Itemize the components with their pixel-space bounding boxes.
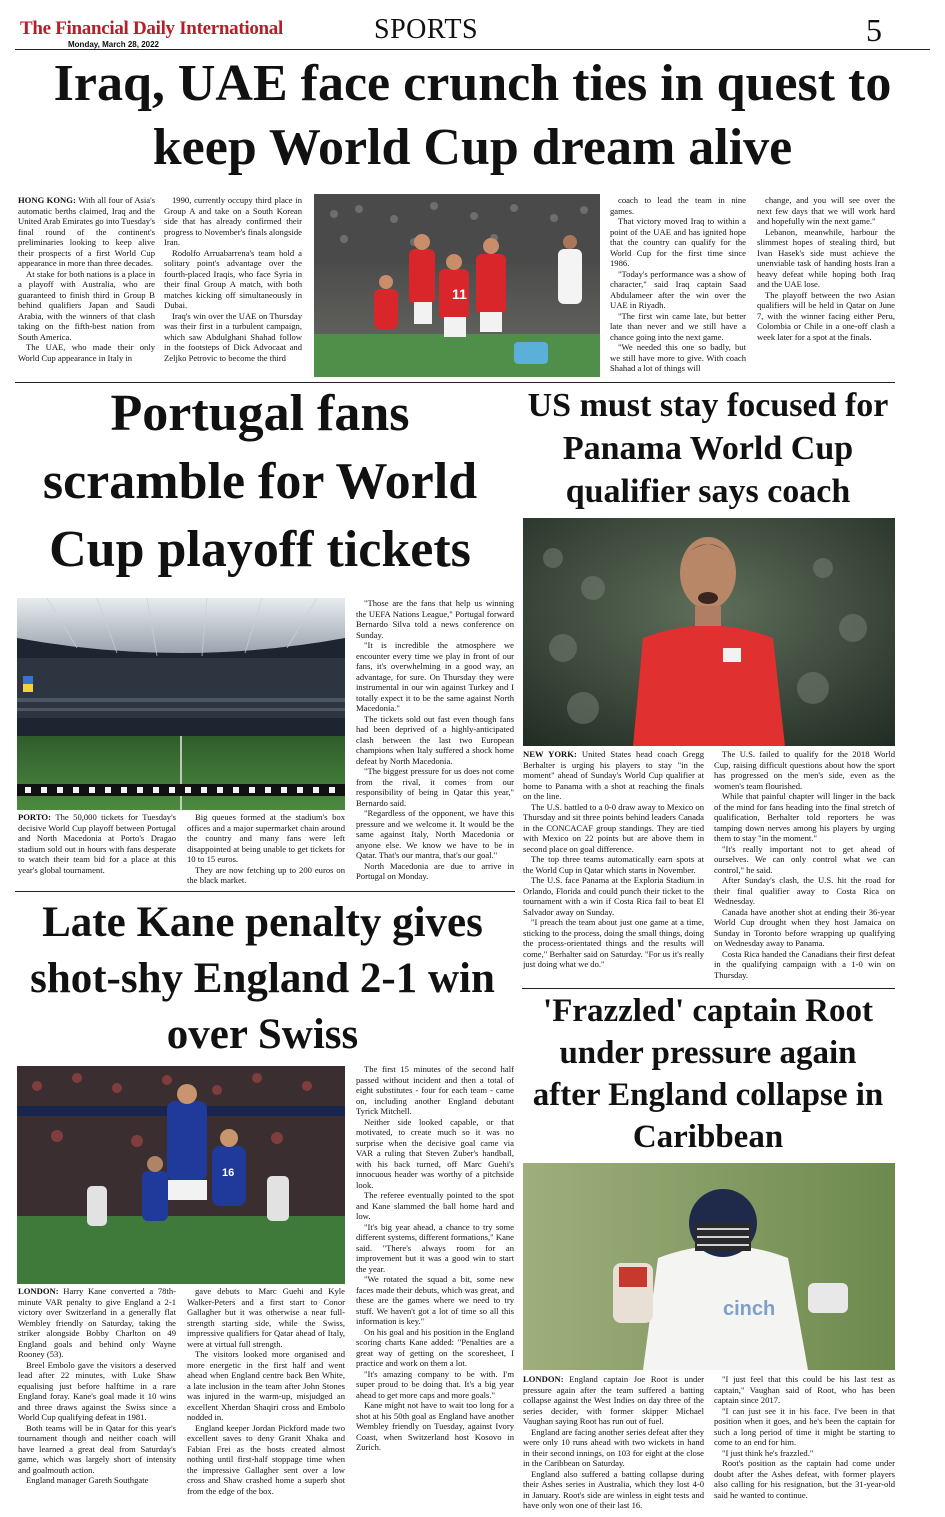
paragraph-text: Neither side looked capable, or that motivated, to create much so it was no surprise when the decisive goal came via VAR a ruling that Steven Zuber's handball, with his back turned, off Marc Guehi's innocuous header was worthy of a pitchside look. (356, 1116, 514, 1190)
story4-col2 (187, 1286, 345, 1510)
article-paragraph (523, 1469, 704, 1511)
article-paragraph (356, 1400, 514, 1453)
paragraph-text: North Macedonia are due to arrive in Portugal on Monday. (356, 860, 514, 881)
paragraph-text: Canada have another shot at ending their 36-year World Cup drought when they host Jamaica on Sunday in Toronto before wrapping up qualifying on Wednesday away to Panama. (714, 906, 895, 948)
article-paragraph (356, 640, 514, 714)
paragraph-text: Rodolfo Arruabarrena's team hold a solitary point's advantage over the fourth-placed Iraqis, who face Syria in their final Group A match, with both matches kicking off simultaneously in Dubai. (164, 247, 302, 310)
paragraph-text: The playoff between the two Asian qualifiers will be held in Qatar on June 7, with the winner facing either Peru, Colombia or Chile in a one-off clash a week later for a spot at the finals. (757, 289, 895, 342)
article-paragraph (18, 342, 155, 363)
paragraph-text: Costa Rica handed the Canadians their first defeat in the qualifying campaign with a 1-0 win on Thursday. (714, 948, 895, 980)
paragraph-text: With all four of Asia's automatic berths claimed, Iraq and the United Arab Emirates go into Tuesday's final round of the continent's preliminaries looking to keep alive their prospects of a first World Cup appearance in more than three decades. (18, 195, 155, 268)
article-paragraph (714, 1458, 895, 1500)
article-paragraph (356, 1274, 514, 1327)
dateline: HONG KONG: (18, 195, 79, 205)
story5-headline: 'Frazzled' captain Root under pressure again after England collapse in Caribbean (532, 993, 884, 1155)
story4-col1 (18, 1286, 176, 1510)
dateline: LONDON: (523, 1374, 570, 1384)
paragraph-text: England also suffered a batting collapse during their Ashes series in Australia, which they lost 4-0 in January. Root's side are winless in eight tests and have only won one of their last 16. (523, 1468, 704, 1510)
paragraph-text: Both teams will be in Qatar for this year's tournament though and neither coach will have learned a great deal from Saturday's game, which was largely short of intensity and goalmouth action. (18, 1422, 176, 1475)
story1-col3 (610, 195, 746, 378)
svg-text:16: 16 (222, 1167, 235, 1179)
article-paragraph (18, 1286, 176, 1360)
paragraph-text: The U.S. face Panama at the Exploria Stadium in Orlando, Florida and could punch their ticket to the tournament with a win if Costa Rica fail to beat El Salvador away on Sunday. (523, 875, 704, 917)
paragraph-text: "We rotated the squad a bit, some new faces made their debuts, which was great, and these are the games where we need to try stuff. We haven't got a lot of time so all this information is key." (356, 1274, 514, 1326)
iraq-players-celebrating-photo (314, 194, 600, 377)
story2-col2 (187, 812, 345, 884)
article-paragraph (757, 290, 895, 343)
paragraph-text: change, and you will see over the next few days that we will work hard and hopefully win the next game." (757, 195, 895, 226)
article-paragraph (356, 861, 514, 882)
paragraph-text: Big queues formed at the stadium's box offices and a major supermarket chain around the country and many fans were left disappointed at being unable to get tickets for 10 to 15 euros. (187, 812, 345, 864)
article-paragraph (610, 216, 746, 269)
article-paragraph (714, 875, 895, 907)
article-paragraph (356, 1190, 514, 1222)
article-paragraph (18, 1475, 176, 1486)
paragraph-text: England are facing another series defeat after they were only 10 runs ahead with two wickets in hand in their second innings, on 103 for eight at the close in the Caribbean on Saturday. (523, 1426, 704, 1468)
paragraph-text: coach to lead the team in nine games. (610, 195, 746, 216)
paragraph-text: "It is incredible the atmosphere we encounter every time we play in front of our fans, it's overwhelming in a good way, an advantage, for sure. On Thursday they were instrumental in our win against Turkey and I totally expect it to be the same against North Macedonia." (356, 640, 514, 713)
article-paragraph (714, 791, 895, 844)
story5-col2 (714, 1374, 895, 1510)
article-paragraph (164, 248, 302, 311)
article-paragraph (757, 195, 895, 227)
paragraph-text: "We needed this one so badly, but we still have more to give. With coach Shahad a lot of things will (610, 342, 746, 373)
section-title: SPORTS (374, 14, 479, 45)
paragraph-text: "I preach the team about just one game at a time, sticking to the process, doing the small things, doing the process-orientated things and the results will come," Berhalter said on Saturday. "For us it's really just doing what we do." (523, 917, 704, 969)
story1-col4 (757, 195, 895, 378)
paragraph-text: The U.S. failed to qualify for the 2018 World Cup, raising difficult questions about how the sport has progressed on the men's side, even as the women's team flourished. (714, 749, 895, 791)
story2-headline: Portugal fans scramble for World Cup playoff tickets (42, 385, 478, 578)
article-paragraph (610, 195, 746, 216)
masthead-rule (15, 49, 930, 50)
story4-headline: Late Kane penalty gives shot-shy England 2-1 win over Swiss (30, 899, 495, 1058)
paragraph-text: The tickets sold out fast even though fans had been deprived of a highly-anticipated clash between the last two European champions when Italy suffered a shock home defeat by North Macedonia. (356, 713, 514, 766)
issue-date: Monday, March 28, 2022 (68, 40, 159, 49)
article-paragraph (523, 875, 704, 917)
paragraph-text: "The biggest pressure for us does not come from the rival, it comes from our responsibility of being in Qatar this year," Bernardo said. (356, 766, 514, 808)
article-paragraph (18, 1423, 176, 1476)
article-paragraph (610, 269, 746, 311)
story3-col2 (714, 749, 895, 985)
article-paragraph (356, 808, 514, 861)
article-paragraph (187, 812, 345, 865)
svg-text:11: 11 (452, 286, 467, 302)
story2-col1 (18, 812, 176, 884)
paragraph-text: The visitors looked more organised and more energetic in the first half and went ahead when England centre back Ben White, a late inclusion in the team after John Stones was injured in the warm-up, misjudged an excellent Xherdan Shaqiri cross and Embolo nodded in. (187, 1349, 345, 1422)
paragraph-text: "Regardless of the opponent, we have this pressure and we welcome it. It would be the same against Italy, North Macedonia or anyone else. We know we have to be in Qatar. That's our mantra, that's our goal." (356, 808, 514, 860)
article-paragraph (187, 1349, 345, 1423)
article-paragraph (757, 227, 895, 290)
sponsor-logo: cinch (723, 1298, 776, 1320)
paragraph-text: "I just feel that this could be his last test as captain," Vaughan said of Root, who has been captain since 2017. (714, 1374, 895, 1405)
paragraph-text: The 50,000 tickets for Tuesday's decisive World Cup playoff between Portugal and North Macedonia at Porto's Dragao stadium sold out in hours with fans desperate to watch their team bid for a place at this year's global tournament. (18, 812, 176, 875)
article-paragraph (610, 311, 746, 343)
paragraph-text: Iraq's win over the UAE on Thursday was their first in a turbulent campaign, which saw Abdulghani Shahad follow in the footsteps of Dick Advocaat and Zeljko Petrovic to become the third (164, 310, 302, 363)
article-paragraph (523, 1427, 704, 1469)
story3-headline: US must stay focused for Panama World Cup qualifier says coach (527, 387, 889, 510)
article-paragraph (523, 1374, 704, 1427)
article-paragraph (610, 342, 746, 374)
paragraph-text: The U.S. battled to a 0-0 draw away to Mexico on Thursday and sit three points behind leaders Canada in the CONCACAF group standings. They are tied with Mexico on 22 points but are above them in second place on goal difference. (523, 801, 704, 854)
paragraph-text: "The first win came late, but better late than never and we still have a chance going into the next game. (610, 310, 746, 342)
article-paragraph (356, 766, 514, 808)
page-number: 5 (866, 12, 882, 48)
paragraph-text: "It's big year ahead, a chance to try some different systems, different formations," Kane said. "There's always room for an improvement but it was a good win to start the year. (356, 1221, 514, 1274)
story3-col1 (523, 749, 704, 985)
article-paragraph (187, 865, 345, 885)
paragraph-text: "It's amazing company to be with. I'm super proud to be doing that. It's a big year ahead to get more caps and more goals." (356, 1368, 514, 1400)
article-paragraph (356, 1369, 514, 1401)
article-paragraph (356, 714, 514, 767)
paragraph-text: England keeper Jordan Pickford made two excellent saves to deny Granit Xhaka and Fabian Frei as the hosts created almost nothing until first-half stoppage time when the impressive Gallagher sent over a low cross and Shaw crashed home a superb shot from the edge of the box. (187, 1422, 345, 1496)
article-paragraph (187, 1423, 345, 1497)
paragraph-text: While that painful chapter will linger in the back of the mind for fans heading into the final stretch of qualification, Berhalter told reporters he was tamping down nerves among his players by urging them to stay "in the moment." (714, 791, 895, 843)
paragraph-text: "Those are the fans that help us winning the UEFA Nations League," Portugal forward Bernardo Silva told a news conference on Sunday. (356, 598, 514, 640)
paragraph-text: They are now fetching up to 200 euros on the black market. (187, 864, 345, 884)
article-paragraph (714, 1406, 895, 1448)
paragraph-text: That victory moved Iraq to within a point of the UAE and has ignited hope that the country can qualify for the World Cup for the first time since 1986. (610, 216, 746, 268)
article-paragraph (356, 1222, 514, 1275)
paragraph-text: "It's really important not to get ahead of ourselves. We can only control what we can control," he said. (714, 843, 895, 875)
paragraph-text: The first 15 minutes of the second half passed without incident and then a total of eight substitutes - four for each team - came on, including another England debutant Tyrick Mitchell. (356, 1064, 514, 1116)
story5-col1 (523, 1374, 704, 1510)
story2-col3 (356, 598, 514, 884)
article-paragraph (356, 1064, 514, 1117)
paragraph-text: On his goal and his position in the England scoring charts Kane added: "Penalties are a great way of getting on the scoresheet, I practice and work on them a lot. (356, 1326, 514, 1368)
paragraph-text: Root's position as the captain had come under doubt after the Ashes defeat, with former players also calling for his resignation, but the 31-year-old said he wanted to continue. (714, 1458, 895, 1500)
us-coach-photo (523, 518, 895, 746)
story4-col3 (356, 1064, 514, 1510)
paragraph-text: gave debuts to Marc Guehi and Kyle Walker-Peters and a first start to Conor Gallagher but it was otherwise a near full-strength starting side, while the Swiss, impressive qualifiers for Qatar ahead of Italy, were at virtual full strength. (187, 1286, 345, 1349)
paragraph-text: Harry Kane converted a 78th-minute VAR penalty to give England a 2-1 victory over Switzerland in a generally flat Wembley friendly on Saturday, taking the striker alongside Bobby Charlton on 49 England goals and behind only Wayne Rooney (53). (18, 1286, 176, 1359)
paragraph-text: England captain Joe Root is under pressure again after the team suffered a batting collapse against the West Indies on day three of the series decider, with former skipper Michael Vaughan saying Root has run out of fuel. (523, 1374, 704, 1426)
article-paragraph (356, 598, 514, 640)
paper-name: The Financial Daily International (20, 18, 283, 39)
article-paragraph (164, 311, 302, 364)
dateline: PORTO: (18, 812, 56, 822)
article-paragraph (187, 1286, 345, 1349)
article-paragraph (523, 749, 704, 802)
article-paragraph (714, 949, 895, 981)
article-paragraph (523, 854, 704, 875)
article-paragraph (714, 749, 895, 791)
story1-col1 (18, 195, 155, 378)
article-paragraph (164, 195, 302, 248)
paragraph-text: England manager Gareth Southgate (26, 1475, 149, 1485)
article-paragraph (18, 1360, 176, 1423)
story3-rule (522, 988, 895, 989)
paragraph-text: The top three teams automatically earn spots at the World Cup in Qatar which starts in November. (523, 854, 704, 875)
paragraph-text: The UAE, who made their only World Cup appearance in Italy in (18, 342, 155, 363)
story1-col2 (164, 195, 302, 378)
article-paragraph (523, 802, 704, 855)
story2-rule (15, 891, 515, 892)
paragraph-text: 1990, currently occupy third place in Group A and take on a South Korean side that has already confirmed their progress to November's finals alongside Iran. (164, 195, 302, 247)
article-paragraph (18, 195, 155, 269)
paragraph-text: Kane might not have to wait too long for a shot at his 50th goal as England have another Wembley friendly on Tuesday, against Ivory Coast, when Switzerland host Kosovo in Zurich. (356, 1400, 514, 1452)
root-batting-photo (523, 1163, 895, 1370)
paragraph-text: Breel Embolo gave the visitors a deserved lead after 22 minutes, with Luke Shaw equalising just before halftime in a rare England foray. Kane's goal made it 10 wins and three draws against the Swiss since a World Cup qualifying defeat in 1981. (18, 1359, 176, 1422)
paragraph-text: The referee eventually pointed to the spot and Kane slammed the ball home hard and low. (356, 1190, 514, 1221)
paragraph-text: After Sunday's clash, the U.S. hit the road for their final qualifier away to Costa Rica on Wednesday. (714, 875, 895, 906)
paragraph-text: "I just think he's frazzled." (722, 1447, 814, 1458)
dateline: NEW YORK: (523, 749, 582, 759)
article-paragraph (356, 1327, 514, 1369)
paragraph-text: "Today's performance was a show of character," said Iraq captain Saad Abdulameer after the win over the UAE in Riyadh. (610, 268, 746, 310)
paragraph-text: United States head coach Gregg Berhalter is urging his players to stay "in the moment" ahead of Sunday's World Cup qualifier at home to Panama with a shot at reaching the finals on the line. (523, 749, 704, 801)
paragraph-text: "I can just see it in his face. I've been in that position when it goes, and he's been the captain for such a long period of time it might be starting to come to an end for him. (714, 1405, 895, 1447)
article-paragraph (714, 1374, 895, 1406)
england-players-celebrating-photo (17, 1066, 345, 1284)
paragraph-text: At stake for both nations is a place in a playoff with Australia, who are guaranteed to finish third in Group B behind qualifiers Japan and Saudi Arabia, with the winners of that clash taking on the fifth-best nation from South America. (18, 268, 155, 342)
story1-headline: Iraq, UAE face crunch ties in quest to keep World Cup dream alive (53, 55, 892, 176)
article-paragraph (18, 269, 155, 343)
article-paragraph (714, 844, 895, 876)
article-paragraph (18, 812, 176, 875)
paragraph-text: Lebanon, meanwhile, harbour the slimmest hopes of stealing third, but Ivan Hasek's side must achieve the unenviable task of handing hosts Iran a heavy defeat while hoping both Iraq and the UAE lose. (757, 226, 895, 289)
article-paragraph (523, 917, 704, 970)
article-paragraph (714, 907, 895, 949)
dateline: LONDON: (18, 1286, 64, 1296)
article-paragraph (356, 1117, 514, 1191)
article-paragraph (714, 1448, 895, 1459)
dragao-stadium-photo (17, 598, 345, 810)
